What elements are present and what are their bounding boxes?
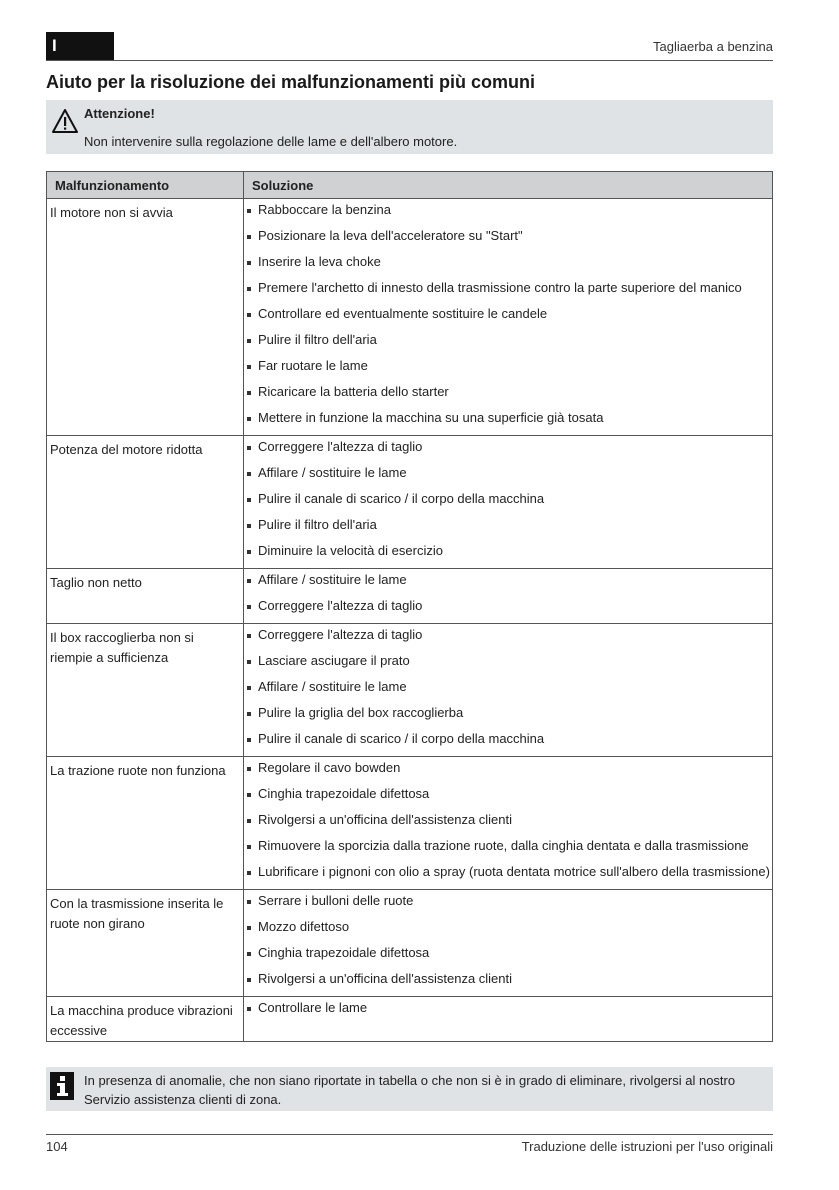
table-row xyxy=(47,997,773,1042)
solution-cell xyxy=(244,569,773,624)
solution-cell xyxy=(244,997,773,1042)
solution-item: Controllare le lame xyxy=(244,999,772,1025)
table-row xyxy=(47,199,773,436)
language-code: I xyxy=(52,36,57,55)
solution-item: Mettere in funzione la macchina su una superficie già tosata xyxy=(244,409,772,435)
solution-item: Affilare / sostituire le lame xyxy=(244,464,772,490)
solution-item: Pulire il canale di scarico / il corpo della macchina xyxy=(244,730,772,756)
solution-list xyxy=(244,436,772,568)
solution-item: Ricaricare la batteria dello starter xyxy=(244,383,772,409)
solution-item: Rivolgersi a un'officina dell'assistenza clienti xyxy=(244,811,772,837)
solution-item: Mozzo difettoso xyxy=(244,918,772,944)
problem-cell: Taglio non netto xyxy=(47,569,244,624)
solution-item: Affilare / sostituire le lame xyxy=(244,571,772,597)
info-box xyxy=(46,1067,773,1111)
solution-cell xyxy=(244,890,773,997)
solution-item: Correggere l'altezza di taglio xyxy=(244,626,772,652)
solution-item: Correggere l'altezza di taglio xyxy=(244,438,772,464)
footer-divider xyxy=(46,1134,773,1135)
solution-cell xyxy=(244,757,773,890)
table-row xyxy=(47,569,773,624)
solution-list xyxy=(244,890,772,996)
solution-item: Regolare il cavo bowden xyxy=(244,759,772,785)
problem-cell: La trazione ruote non funziona xyxy=(47,757,244,890)
solution-item: Lasciare asciugare il prato xyxy=(244,652,772,678)
table-row xyxy=(47,624,773,757)
problem-cell: Potenza del motore ridotta xyxy=(47,436,244,569)
solution-list xyxy=(244,757,772,889)
solution-item: Cinghia trapezoidale difettosa xyxy=(244,785,772,811)
solution-item: Controllare ed eventualmente sostituire le candele xyxy=(244,305,772,331)
solution-cell xyxy=(244,624,773,757)
problem-cell: Con la trasmissione inserita le ruote non girano xyxy=(47,890,244,997)
solution-item: Pulire la griglia del box raccoglierba xyxy=(244,704,772,730)
column-header-solution: Soluzione xyxy=(244,172,773,199)
header-title: Tagliaerba a benzina xyxy=(653,39,773,54)
warning-text: Non intervenire sulla regolazione delle lame e dell'albero motore. xyxy=(84,134,458,149)
solution-list xyxy=(244,199,772,435)
info-text: In presenza di anomalie, che non siano riportate in tabella o che non si è in grado di eliminare, rivolgersi al nostro Servizio assistenza clienti di zona. xyxy=(84,1073,736,1107)
warning-box xyxy=(46,100,773,154)
column-header-problem: Malfunzionamento xyxy=(47,172,244,199)
solution-item: Pulire il canale di scarico / il corpo della macchina xyxy=(244,490,772,516)
solution-list xyxy=(244,569,772,623)
solution-item: Rimuovere la sporcizia dalla trazione ruote, dalla cinghia dentata e dalla trasmissione xyxy=(244,837,772,863)
table-row xyxy=(47,436,773,569)
solution-item: Serrare i bulloni delle ruote xyxy=(244,892,772,918)
table-body xyxy=(47,199,773,1042)
page-number: 104 xyxy=(46,1139,68,1154)
solution-cell xyxy=(244,199,773,436)
solution-item: Posizionare la leva dell'acceleratore su "Start" xyxy=(244,227,772,253)
table-row xyxy=(47,890,773,997)
solution-list xyxy=(244,624,772,756)
table-header-row xyxy=(47,172,773,199)
solution-item: Cinghia trapezoidale difettosa xyxy=(244,944,772,970)
solution-item: Affilare / sostituire le lame xyxy=(244,678,772,704)
solution-item: Lubrificare i pignoni con olio a spray (ruota dentata motrice sull'albero della trasmissione) xyxy=(244,863,772,889)
solution-item: Pulire il filtro dell'aria xyxy=(244,516,772,542)
solution-item: Inserire la leva choke xyxy=(244,253,772,279)
solution-cell xyxy=(244,436,773,569)
problem-cell: La macchina produce vibrazioni eccessive xyxy=(47,997,244,1042)
table-row xyxy=(47,757,773,890)
solution-item: Correggere l'altezza di taglio xyxy=(244,597,772,623)
footer-note: Traduzione delle istruzioni per l'uso originali xyxy=(521,1139,773,1154)
troubleshooting-table xyxy=(46,171,773,1042)
header-divider xyxy=(46,60,773,61)
info-icon xyxy=(50,1072,74,1100)
solution-item: Premere l'archetto di innesto della trasmissione contro la parte superiore del manico xyxy=(244,279,772,305)
solution-item: Far ruotare le lame xyxy=(244,357,772,383)
warning-title: Attenzione! xyxy=(84,106,155,121)
solution-item: Pulire il filtro dell'aria xyxy=(244,331,772,357)
solution-item: Diminuire la velocità di esercizio xyxy=(244,542,772,568)
warning-icon xyxy=(52,109,78,133)
problem-cell: Il motore non si avvia xyxy=(47,199,244,436)
page-title: Aiuto per la risoluzione dei malfunzionamenti più comuni xyxy=(46,72,536,92)
solution-list xyxy=(244,997,772,1025)
solution-item: Rivolgersi a un'officina dell'assistenza clienti xyxy=(244,970,772,996)
problem-cell: Il box raccoglierba non si riempie a sufficienza xyxy=(47,624,244,757)
language-tab xyxy=(46,32,114,60)
solution-item: Rabboccare la benzina xyxy=(244,201,772,227)
